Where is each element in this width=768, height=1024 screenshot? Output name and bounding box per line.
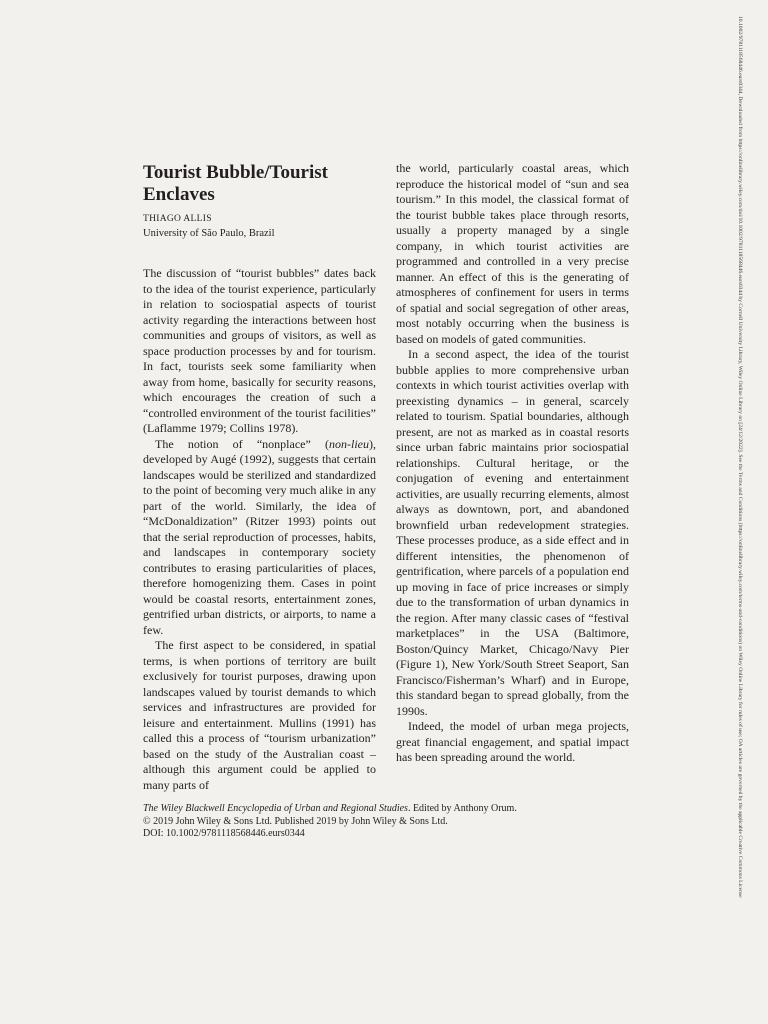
- italic-term: non-lieu: [329, 436, 369, 451]
- paragraph: [143, 437, 376, 639]
- download-side-note: 10.1002/9781118568446.eurs0344, Downloaded from https://onlinelibrary.wiley.com/doi/10.1002/9781118568446.eurs0344 by Cornell University Library, Wiley Online Library on [24/12/2022]. See the Terms and Conditions (https://onlinelibrary.wiley.com/terms-and-conditions) on Wiley Online Library for rules of use; OA articles are governed by the applicable Creative Commons License: [737, 16, 743, 898]
- citation-footer: [143, 803, 623, 841]
- author-name: THIAGO ALLIS: [143, 214, 212, 224]
- text-run: ), developed by Augé (1992), suggests that certain landscapes would be sterilized and standardized to the point of becoming very much alike in any part of the world. Similarly, the idea of “McDonaldization” (Ritzer 1993) points out that the serial reproduction of processes, habits, and landscapes in contemporary society contributes to erasing particularities of places, therefore homogenizing them. Cases in point would be coastal resorts, entertainment zones, gentrified urban districts, or airports, to name a few.: [143, 436, 376, 637]
- author-affiliation: University of São Paulo, Brazil: [143, 228, 275, 239]
- encyclopedia-title: The Wiley Blackwell Encyclopedia of Urban and Regional Studies: [143, 803, 408, 814]
- paragraph: the world, particularly coastal areas, which reproduce the historical model of “sun and sea tourism.” In this model, the classical format of the tourist bubble takes place through resorts, usually a property managed by a single company, in which tourist activities are programmed and controlled in a very precise manner. An effect of this is the generating of atmospheres of confinement for users in terms of spatial and social segregation of other areas, most notably occurring when the business is based on models of gated communities.: [396, 161, 629, 346]
- paragraph: The discussion of “tourist bubbles” dates back to the idea of the tourist experience, particularly in relation to sociospatial aspects of tourist activity regarding the interactions between host communities and groups of visitors, as well as space production processes by and for tourism. In fact, tourists seek some familiarity when away from home, basically for security reasons, which encourages the creation of such a “controlled environment of the tourist facilities” (Laflamme 1979; Collins 1978).: [143, 266, 376, 435]
- doi-line: DOI: 10.1002/9781118568446.eurs0344: [143, 828, 305, 839]
- article-title: Tourist Bubble/Tourist Enclaves: [143, 162, 328, 205]
- editor-text: . Edited by Anthony Orum.: [407, 803, 517, 814]
- text-run: The notion of “nonplace” (: [155, 436, 329, 451]
- paragraph: Indeed, the model of urban mega projects, great financial engagement, and spatial impact has been spreading around the world.: [396, 719, 629, 764]
- copyright-line: © 2019 John Wiley & Sons Ltd. Published 2019 by John Wiley & Sons Ltd.: [143, 815, 448, 827]
- source-line: [143, 803, 623, 816]
- paragraph: In a second aspect, the idea of the tourist bubble applies to more comprehensive urban contexts in which tourist activities overlap with preexisting dynamics – in general, scarcely related to tourism. Spatial boundaries, although present, are not as marked as in coastal resorts since urban fabric maintains prior sociospatial relationships. Cultural heritage, or the conjugation of evening and entertainment activities, are usually recurring elements, almost always as downtown, port, and abandoned brownfield urban redevelopment strategies. These processes produce, as a side effect and in different intensities, the phenomenon of gentrification, where parcels of a population end up moving in face of price increases or simply due to the transformation of urban dynamics in the region. After many classic cases of “festival marketplaces” in the USA (Baltimore, Boston/Quincy Market, Chicago/Navy Pier (Figure 1), New York/South Street Seaport, San Francisco/Fisherman’s Wharf) and in Europe, this standard began to spread globally, from the 1990s.: [396, 347, 629, 718]
- paragraph: The first aspect to be considered, in spatial terms, is when portions of territory are built exclusively for tourist purposes, drawing upon landscapes valued by tourist demands to which services and infrastructures are provided for leisure and entertainment. Mullins (1991) has called this a process of “tourism urbanization” based on the study of the Australian coast – although this argument could be applied to many parts of: [143, 638, 376, 792]
